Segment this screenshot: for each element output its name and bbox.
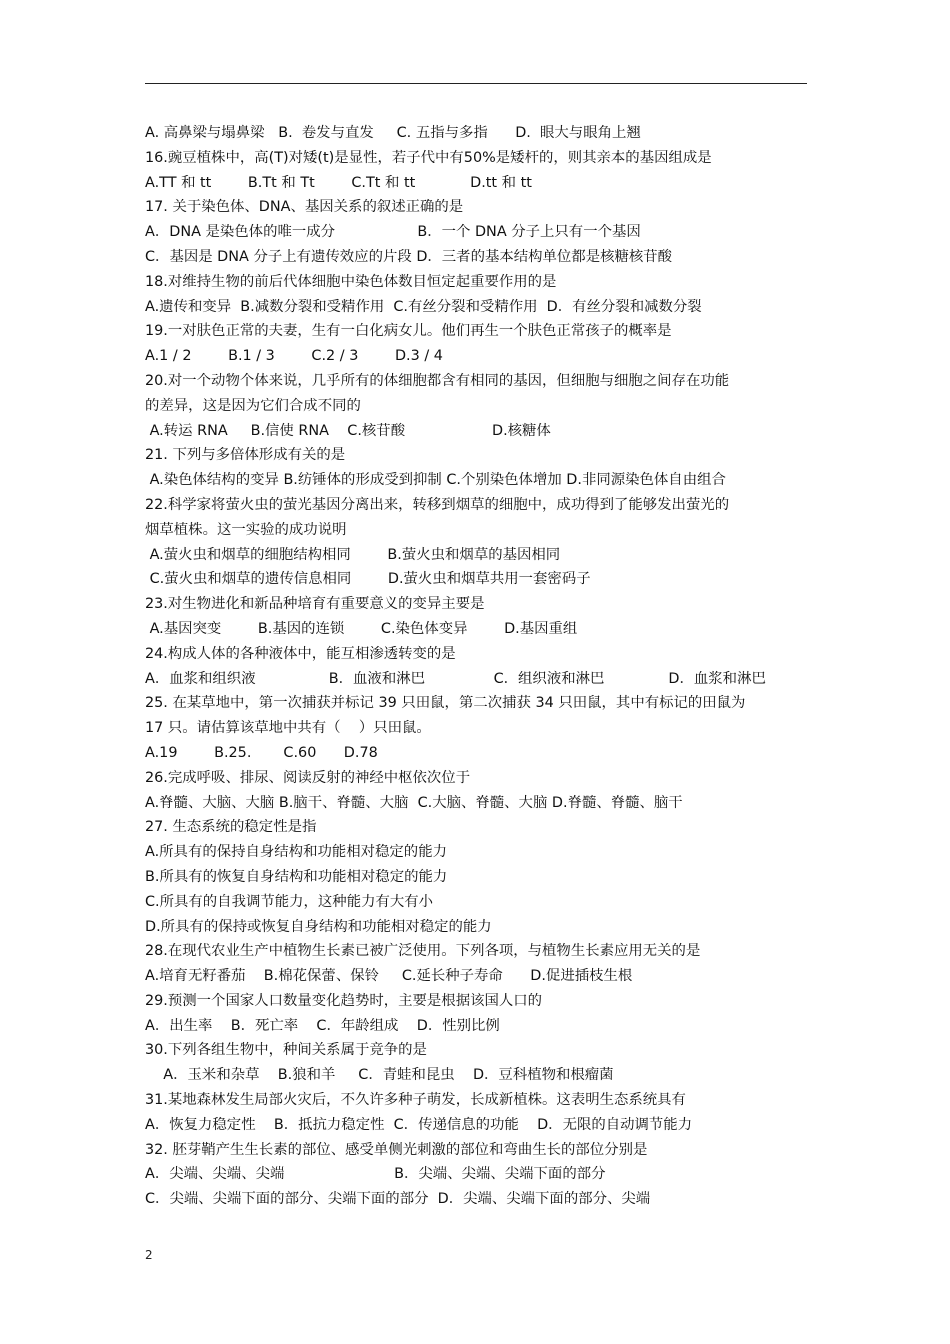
text-line: 23.对生物进化和新品种培育有重要意义的变异主要是 — [145, 596, 485, 613]
text-line: A.1 / 2 B.1 / 3 C.2 / 3 D.3 / 4 — [145, 348, 443, 365]
text-line: 28.在现代农业生产中植物生长素已被广泛使用。下列各项，与植物生长素应用无关的是 — [145, 943, 701, 960]
text-line: A.19 B.25. C.60 D.78 — [145, 744, 378, 761]
text-line: C.所具有的自我调节能力，这种能力有大有小 — [145, 893, 434, 910]
text-line: A.所具有的保持自身结构和功能相对稳定的能力 — [145, 844, 447, 861]
text-line: A. 高鼻梁与塌鼻梁 B. 卷发与直发 C. 五指与多指 D. 眼大与眼角上翘 — [145, 125, 641, 141]
text-line: A.基因突变 B.基因的连锁 C.染色体变异 D.基因重组 — [145, 620, 578, 637]
text-line: 烟草植株。这一实验的成功说明 — [145, 521, 347, 538]
text-line: 29.预测一个国家人口数量变化趋势时，主要是根据该国人口的 — [145, 992, 543, 1009]
text-line: A．DNA 是染色体的唯一成分 B．一个 DNA 分子上只有一个基因 — [145, 224, 641, 241]
text-line: 16.豌豆植株中，高(T)对矮(t)是显性，若子代中有50%是矮杆的，则其亲本的基因组成是 — [145, 149, 712, 166]
text-line: A．玉米和杂草 B.狼和羊 C．青蛙和昆虫 D．豆科植物和根瘤菌 — [145, 1067, 614, 1084]
text-line: 31.某地森林发生局部火灾后，不久许多种子萌发，长成新植株。这表明生态系统具有 — [145, 1092, 686, 1109]
text-line: 32. 胚芽鞘产生生长素的部位、感受单侧光刺激的部位和弯曲生长的部位分别是 — [145, 1141, 648, 1158]
text-line: A.培育无籽番茄 B.棉花保蕾、保铃 C.延长种子寿命 D.促进插枝生根 — [145, 968, 633, 985]
text-line: 22.科学家将萤火虫的萤光基因分离出来，转移到烟草的细胞中，成功得到了能够发出萤光的 — [145, 496, 730, 513]
text-line: A.遗传和变异 B.减数分裂和受精作用 C.有丝分裂和受精作用 D．有丝分裂和减数分裂 — [145, 298, 702, 315]
text-line: A.萤火虫和烟草的细胞结构相同 B.萤火虫和烟草的基因相同 — [145, 546, 561, 563]
text-line: A．恢复力稳定性 B．抵抗力稳定性 C．传递信息的功能 D．无限的自动调节能力 — [145, 1116, 693, 1133]
text-line: 27. 生态系统的稳定性是指 — [145, 819, 317, 836]
text-line: A.TT 和 tt B.Tt 和 Tt C.Tt 和 tt D.tt 和 tt — [145, 174, 532, 191]
text-line: 17 只。请估算该草地中共有（ ）只田鼠。 — [145, 720, 431, 737]
text-line: B.所具有的恢复自身结构和功能相对稳定的能力 — [145, 868, 448, 885]
text-line: D.所具有的保持或恢复自身结构和功能相对稳定的能力 — [145, 918, 492, 935]
text-line: C．基因是 DNA 分子上有遗传效应的片段 D．三者的基本结构单位都是核糖核苷酸 — [145, 248, 673, 265]
text-line: 18.对维持生物的前后代体细胞中染色体数目恒定起重要作用的是 — [145, 273, 557, 290]
text-line: A.转运 RNA B.信使 RNA C.核苷酸 D.核糖体 — [145, 422, 551, 439]
text-line: A.脊髓、大脑、大脑 B.脑干、脊髓、大脑 C.大脑、脊髓、大脑 D.脊髓、脊髓、脑干 — [145, 794, 683, 811]
document-body — [145, 121, 810, 1212]
text-line: 的差异，这是因为它们合成不同的 — [145, 397, 361, 414]
text-line: 25. 在某草地中，第一次捕获并标记 39 只田鼠，第二次捕获 34 只田鼠，其中有标记的田鼠为 — [145, 695, 746, 712]
text-line: 20.对一个动物个体来说，几乎所有的体细胞都含有相同的基因，但细胞与细胞之间存在功能 — [145, 372, 730, 389]
text-line: A．出生率 B．死亡率 C．年龄组成 D．性别比例 — [145, 1017, 500, 1034]
text-line: 30.下列各组生物中，种间关系属于竞争的是 — [145, 1042, 427, 1059]
text-line: 17. 关于染色体、DNA、基因关系的叙述正确的是 — [145, 199, 464, 216]
page-number: 2 — [145, 1248, 153, 1262]
text-line: C.萤火虫和烟草的遗传信息相同 D.萤火虫和烟草共用一套密码子 — [145, 571, 591, 588]
text-line: 24.构成人体的各种液体中，能互相渗透转变的是 — [145, 645, 456, 662]
text-line: A.染色体结构的变异 B.纺锤体的形成受到抑制 C.个别染色体增加 D.非同源染色体自由组合 — [145, 472, 726, 489]
text-line: A．血浆和组织液 B．血液和淋巴 C．组织液和淋巴 D．血浆和淋巴 — [145, 670, 766, 687]
text-line: 19.一对肤色正常的夫妻，生有一白化病女儿。他们再生一个肤色正常孩子的概率是 — [145, 323, 672, 340]
text-line: 26.完成呼吸、排尿、阅读反射的神经中枢依次位于 — [145, 769, 471, 786]
text-line: A．尖端、尖端、尖端 B．尖端、尖端、尖端下面的部分 — [145, 1166, 606, 1183]
header-rule — [145, 83, 807, 84]
text-line: C．尖端、尖端下面的部分、尖端下面的部分 D．尖端、尖端下面的部分、尖端 — [145, 1191, 651, 1208]
text-line: 21. 下列与多倍体形成有关的是 — [145, 447, 346, 464]
